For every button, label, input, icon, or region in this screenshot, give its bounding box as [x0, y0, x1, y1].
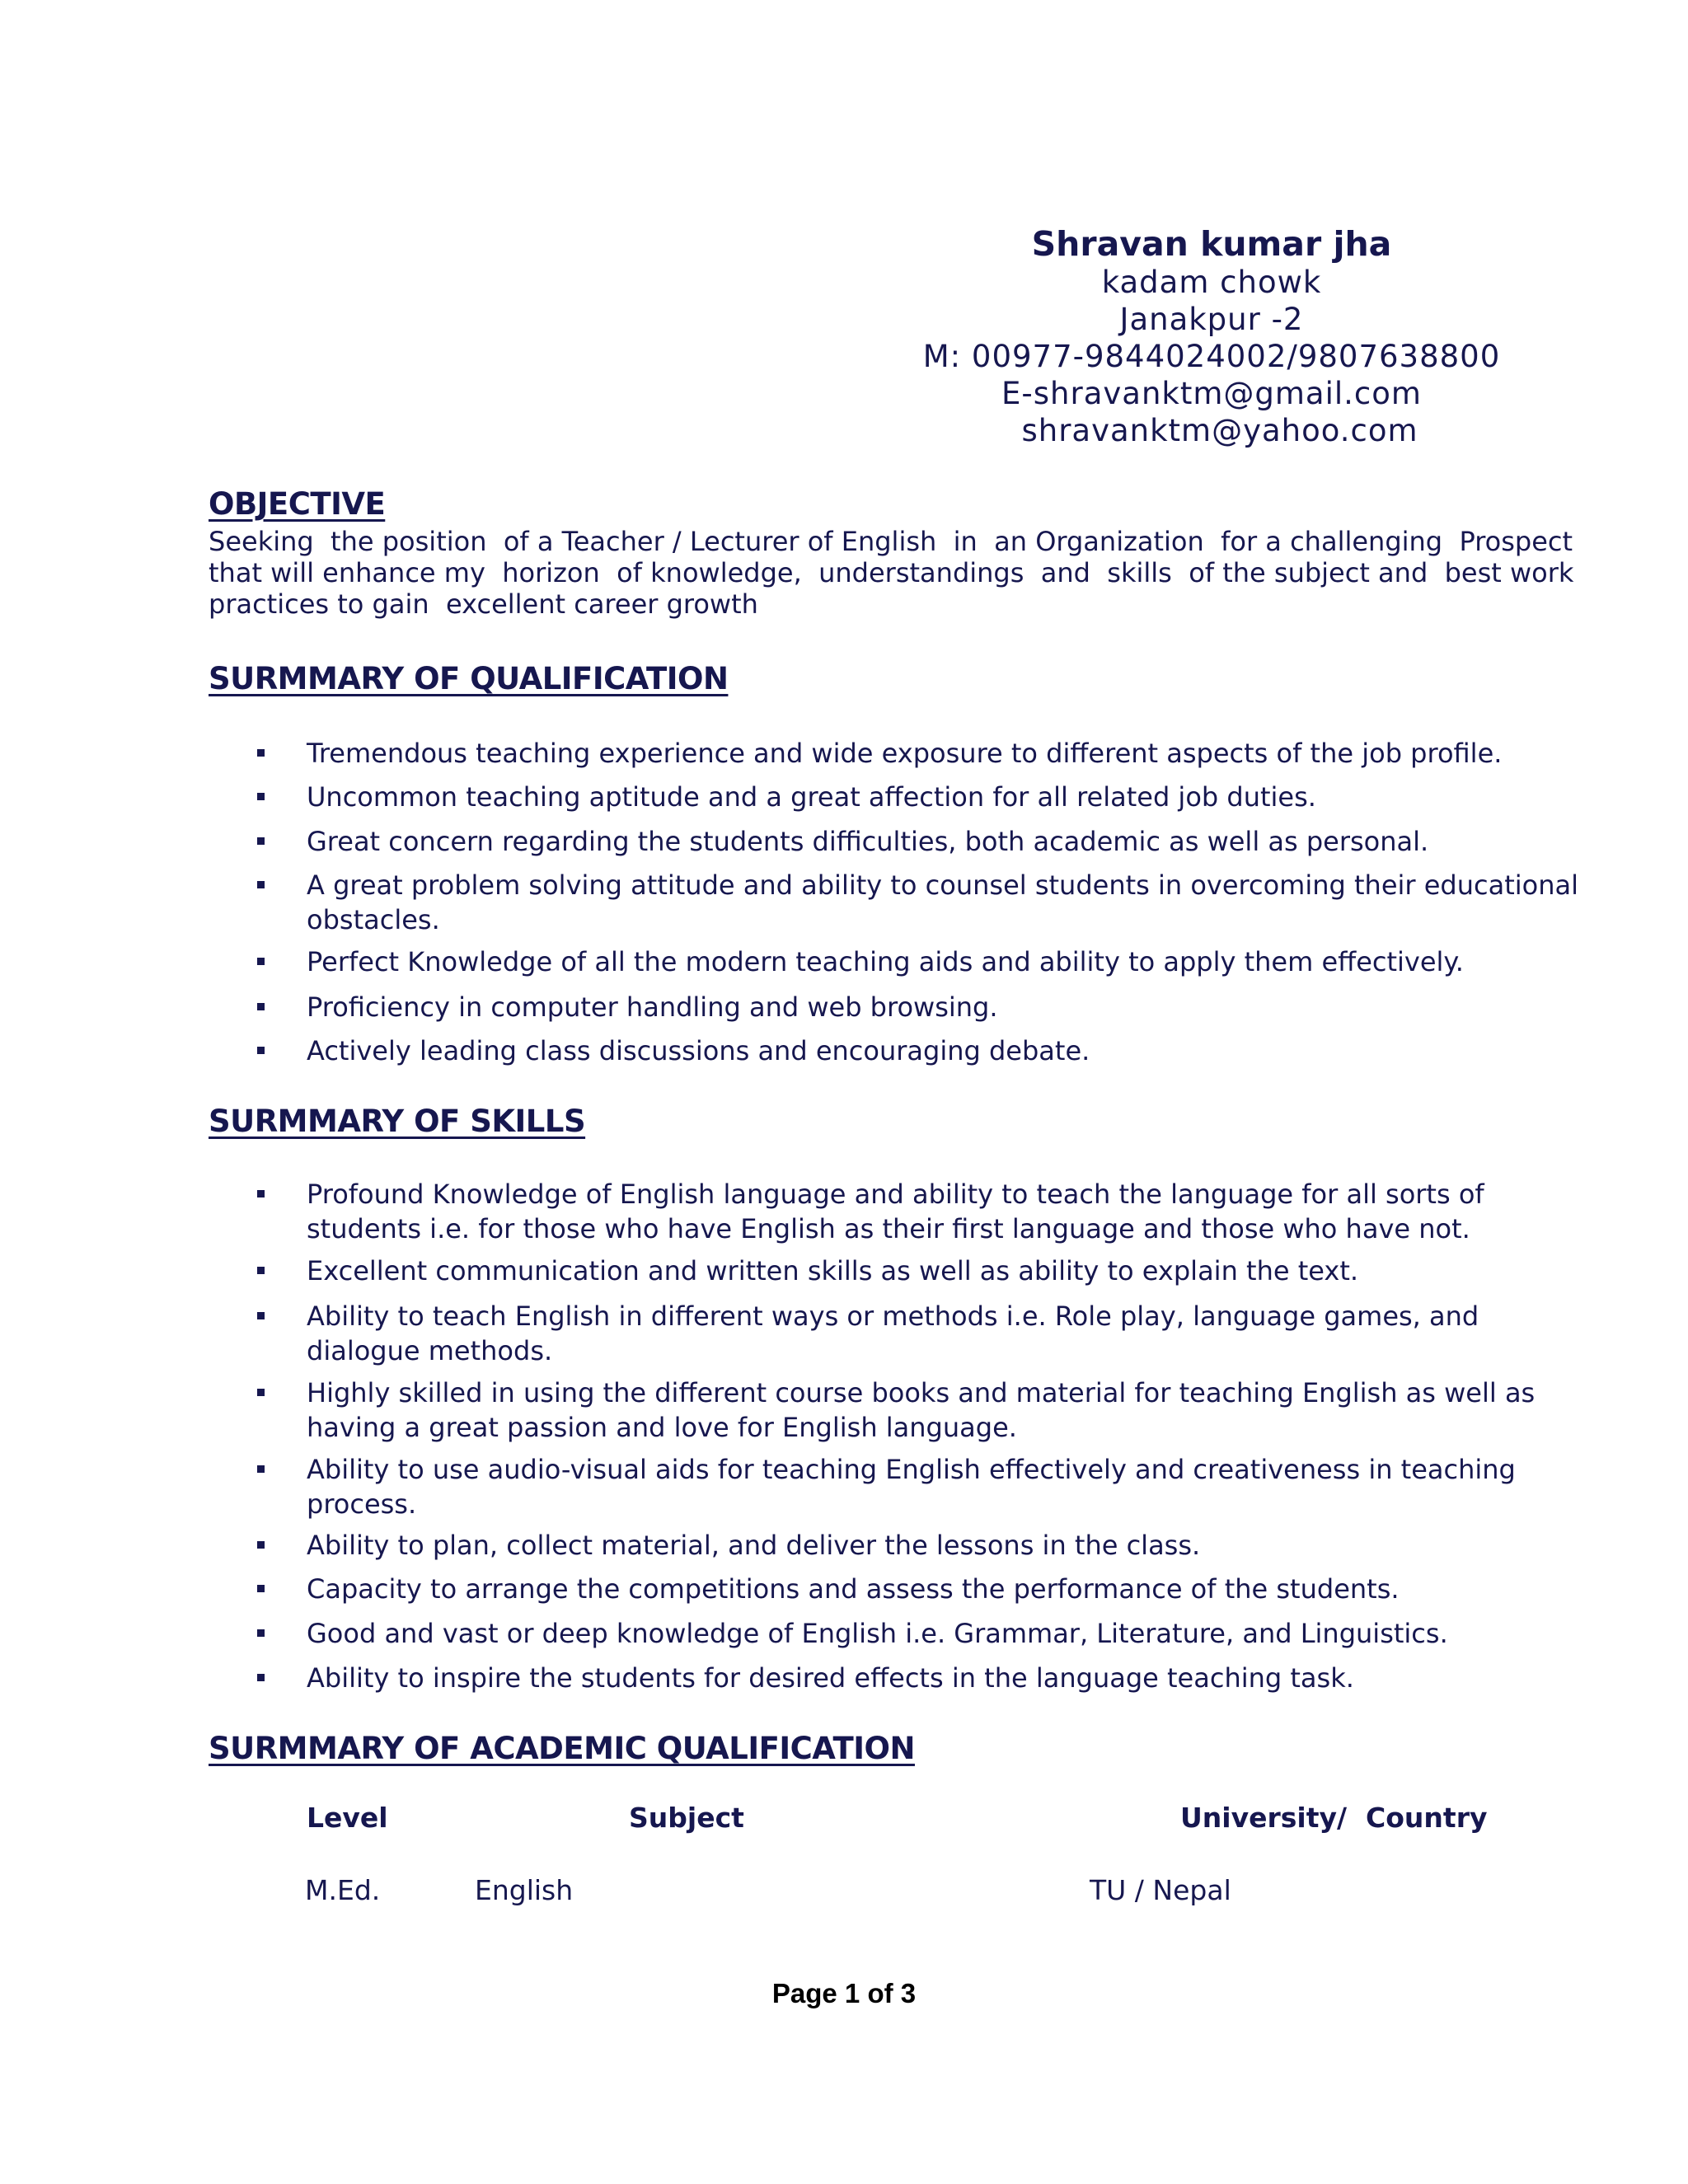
column-header-subject: Subject: [629, 1802, 744, 1834]
list-item: Proficiency in computer handling and web browsing.: [209, 990, 1643, 1024]
list-item: Ability to teach English in different ways or methods i.e. Role play, language games, and dialogue methods.: [209, 1299, 1560, 1368]
bullet-square-icon: [257, 1047, 265, 1054]
list-item: Perfect Knowledge of all the modern teaching aids and ability to apply them effectively.: [209, 944, 1643, 979]
list-item: Ability to plan, collect material, and deliver the lessons in the class.: [209, 1528, 1643, 1563]
cell-level: M.Ed.: [305, 1874, 381, 1906]
list-item: Excellent communication and written skills as well as ability to explain the text.: [209, 1254, 1643, 1288]
cell-subject: English: [475, 1874, 574, 1906]
column-header-university: University/ Country: [1180, 1802, 1488, 1834]
address-line-1: kadam chowk: [1101, 265, 1322, 300]
list-item: Highly skilled in using the different course books and material for teaching English as well as having a great passion and love for English language.: [209, 1376, 1593, 1445]
list-item: Profound Knowledge of English language and ability to teach the language for all sorts of students i.e. for those who have English as their first language and those who have not.: [209, 1177, 1560, 1246]
bullet-square-icon: [257, 881, 265, 888]
bullet-square-icon: [257, 1312, 265, 1319]
bullet-square-icon: [257, 837, 265, 845]
page-number: Page 1 of 3: [771, 1978, 917, 2008]
bullet-square-icon: [257, 1267, 265, 1274]
objective-line: practices to gain excellent career growth: [209, 588, 758, 620]
email-gmail: E-shravanktm@gmail.com: [1001, 376, 1422, 411]
email-yahoo: shravanktm@yahoo.com: [1021, 413, 1418, 448]
bullet-square-icon: [257, 1629, 265, 1637]
list-item: Ability to use audio-visual aids for teaching English effectively and creativeness in teaching process.: [209, 1452, 1593, 1521]
list-item: Capacity to arrange the competitions and assess the performance of the students.: [209, 1572, 1643, 1606]
bullet-square-icon: [257, 1003, 265, 1010]
bullet-square-icon: [257, 793, 265, 800]
cell-university: TU / Nepal: [1090, 1874, 1231, 1906]
candidate-name: Shravan kumar jha: [1031, 224, 1392, 264]
skills-heading: SURMMARY OF SKILLS: [209, 1104, 586, 1139]
list-item: Ability to inspire the students for desired effects in the language teaching task.: [209, 1661, 1643, 1695]
objective-heading: OBJECTIVE: [209, 486, 386, 522]
list-item: A great problem solving attitude and ability to counsel students in overcoming their educational obstacles.: [209, 868, 1643, 937]
list-item: Uncommon teaching aptitude and a great affection for all related job duties.: [209, 780, 1643, 814]
list-item: Great concern regarding the students difficulties, both academic as well as personal.: [209, 824, 1643, 859]
list-item: Tremendous teaching experience and wide exposure to different aspects of the job profile.: [209, 736, 1643, 771]
academic-heading: SURMMARY OF ACADEMIC QUALIFICATION: [209, 1731, 915, 1766]
list-item: Good and vast or deep knowledge of English i.e. Grammar, Literature, and Linguistics.: [209, 1616, 1643, 1651]
list-item: Actively leading class discussions and encouraging debate.: [209, 1033, 1643, 1068]
objective-line: Seeking the position of a Teacher / Lecturer of English in an Organization for a challenging Prospect: [209, 526, 1573, 557]
phone-number: M: 00977-9844024002/9807638800: [922, 339, 1501, 374]
bullet-square-icon: [257, 1190, 265, 1197]
column-header-level: Level: [307, 1802, 388, 1834]
address-line-2: Janakpur -2: [1119, 302, 1304, 337]
bullet-square-icon: [257, 1465, 265, 1473]
contact-block: [907, 224, 1517, 449]
bullet-square-icon: [257, 1674, 265, 1681]
bullet-square-icon: [257, 1389, 265, 1396]
bullet-square-icon: [257, 749, 265, 757]
qualification-heading: SURMMARY OF QUALIFICATION: [209, 661, 729, 696]
bullet-square-icon: [257, 958, 265, 965]
objective-text: [209, 526, 1601, 620]
objective-line: that will enhance my horizon of knowledge, understandings and skills of the subject and best work: [209, 557, 1574, 588]
bullet-square-icon: [257, 1541, 265, 1549]
bullet-square-icon: [257, 1585, 265, 1592]
